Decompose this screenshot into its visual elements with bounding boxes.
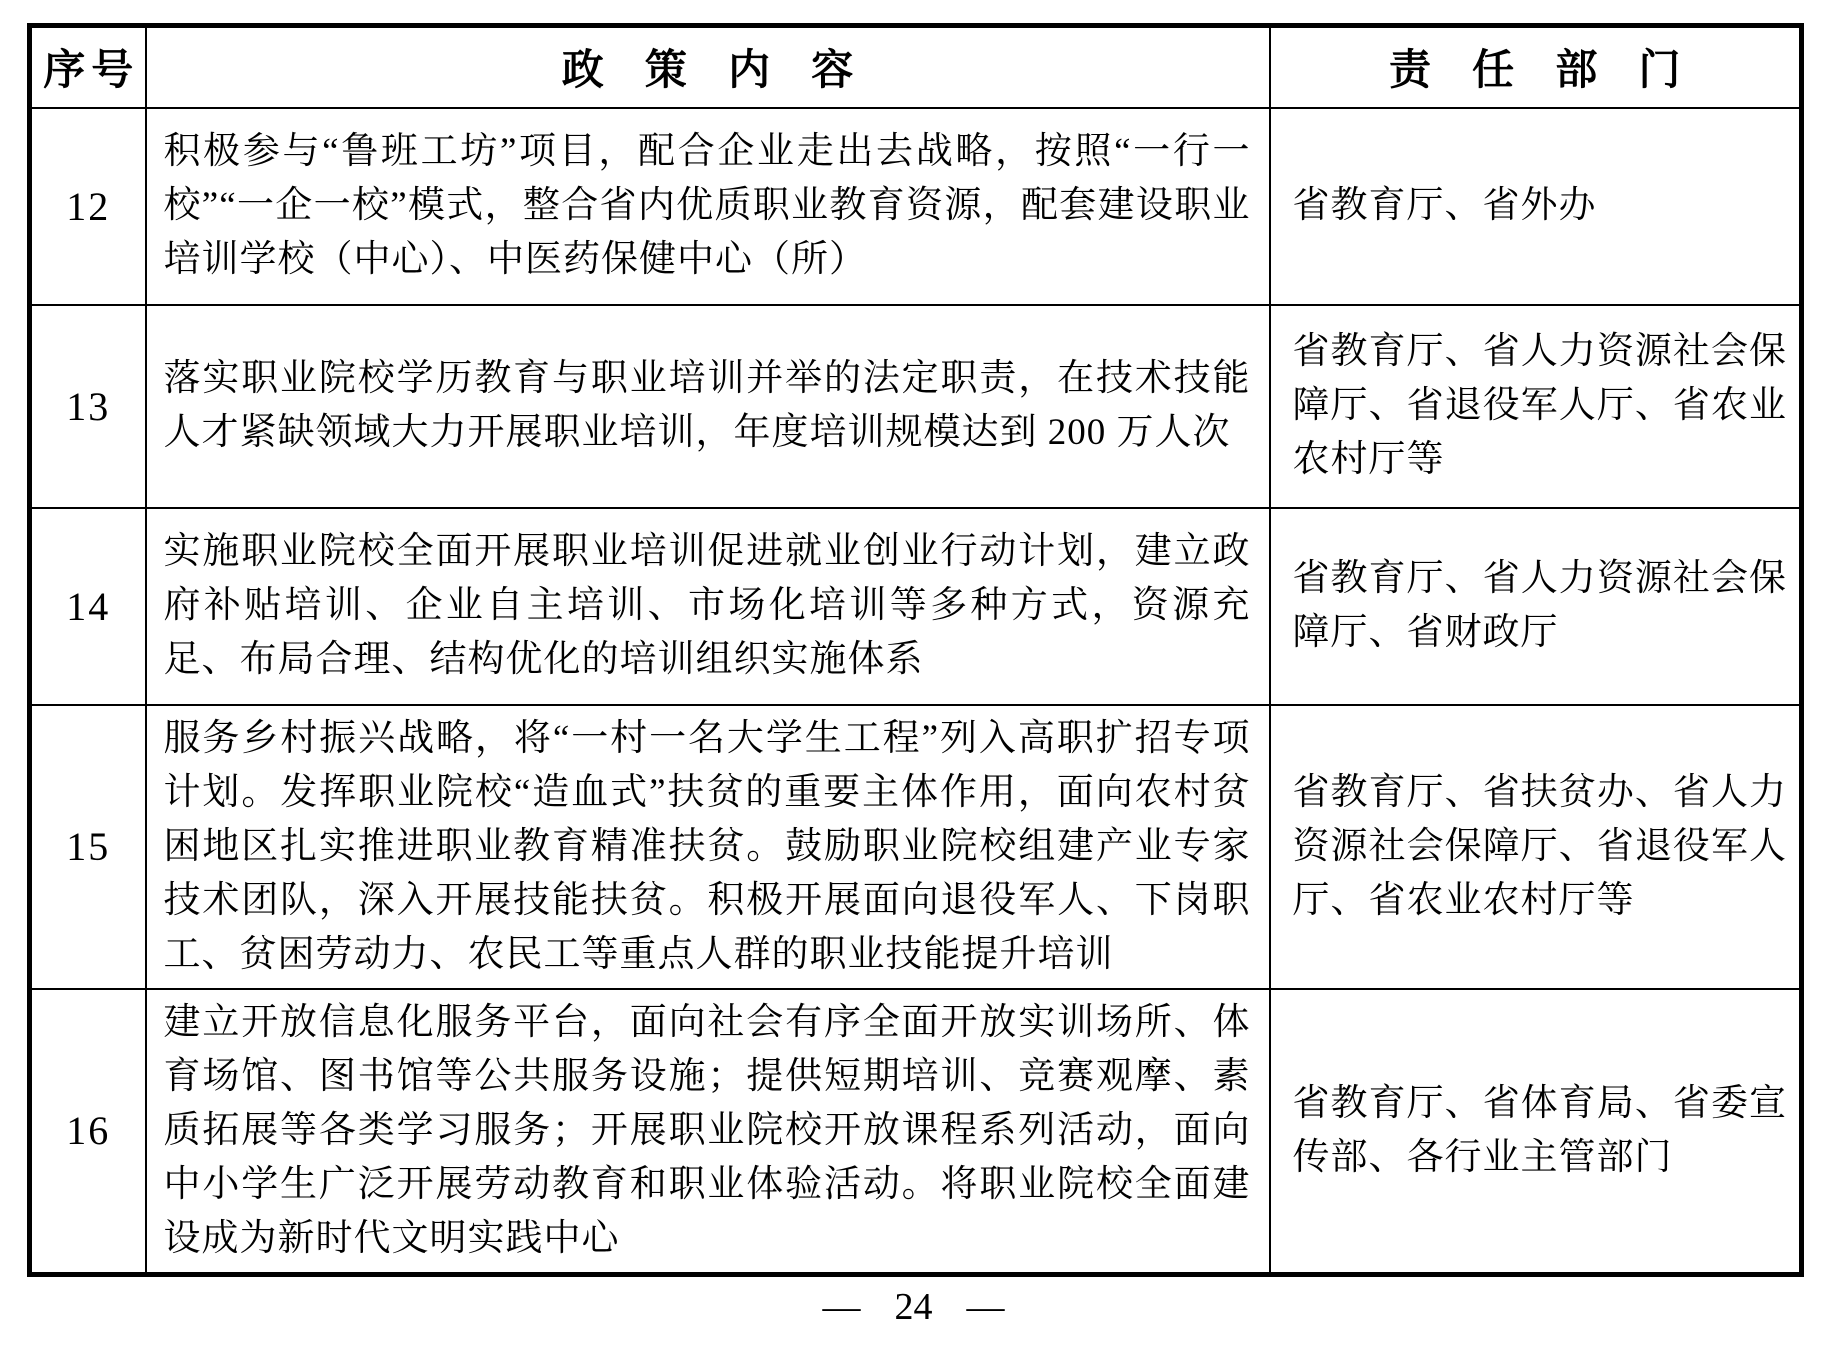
policy-text: 建立开放信息化服务平台，面向社会有序全面开放实训场所、体育场馆、图书馆等公共服务设施；提供短期培训、竞赛观摩、素质拓展等各类学习服务；开展职业院校开放课程系列活动，面向中小学生广泛开展劳动教育和职业体验活动。将职业院校全面建设成为新时代文明实践中心	[146, 989, 1270, 1275]
header-policy: 政策内容	[146, 26, 1270, 108]
dept-text: 省教育厅、省人力资源社会保障厅、省财政厅	[1270, 508, 1802, 705]
row-seq: 15	[30, 705, 146, 989]
footer-dash-left: —	[822, 1286, 861, 1328]
row-seq: 12	[30, 108, 146, 305]
page-footer	[0, 1285, 1827, 1329]
footer-dash-right: —	[966, 1286, 1005, 1328]
table-row	[30, 108, 1802, 305]
table-header-row	[30, 26, 1802, 108]
dept-text: 省教育厅、省扶贫办、省人力资源社会保障厅、省退役军人厅、省农业农村厅等	[1270, 705, 1802, 989]
header-seq: 序号	[30, 26, 146, 108]
row-seq: 13	[30, 305, 146, 508]
header-dept: 责任部门	[1270, 26, 1802, 108]
page-number: 24	[894, 1286, 933, 1328]
dept-text: 省教育厅、省人力资源社会保障厅、省退役军人厅、省农业农村厅等	[1270, 305, 1802, 508]
table-row	[30, 305, 1802, 508]
table-row	[30, 989, 1802, 1275]
table-row	[30, 705, 1802, 989]
policy-text: 积极参与“鲁班工坊”项目，配合企业走出去战略，按照“一行一校”“一企一校”模式，整合省内优质职业教育资源，配套建设职业培训学校（中心）、中医药保健中心（所）	[146, 108, 1270, 305]
policy-text: 服务乡村振兴战略，将“一村一名大学生工程”列入高职扩招专项计划。发挥职业院校“造血式”扶贫的重要主体作用，面向农村贫困地区扎实推进职业教育精准扶贫。鼓励职业院校组建产业专家技术团队，深入开展技能扶贫。积极开展面向退役军人、下岗职工、贫困劳动力、农民工等重点人群的职业技能提升培训	[146, 705, 1270, 989]
table-row	[30, 508, 1802, 705]
policy-text: 落实职业院校学历教育与职业培训并举的法定职责，在技术技能人才紧缺领域大力开展职业培训，年度培训规模达到 200 万人次	[146, 305, 1270, 508]
dept-text: 省教育厅、省外办	[1270, 108, 1802, 305]
policy-text: 实施职业院校全面开展职业培训促进就业创业行动计划，建立政府补贴培训、企业自主培训、市场化培训等多种方式，资源充足、布局合理、结构优化的培训组织实施体系	[146, 508, 1270, 705]
policy-table	[27, 23, 1804, 1277]
row-seq: 14	[30, 508, 146, 705]
dept-text: 省教育厅、省体育局、省委宣传部、各行业主管部门	[1270, 989, 1802, 1275]
row-seq: 16	[30, 989, 146, 1275]
